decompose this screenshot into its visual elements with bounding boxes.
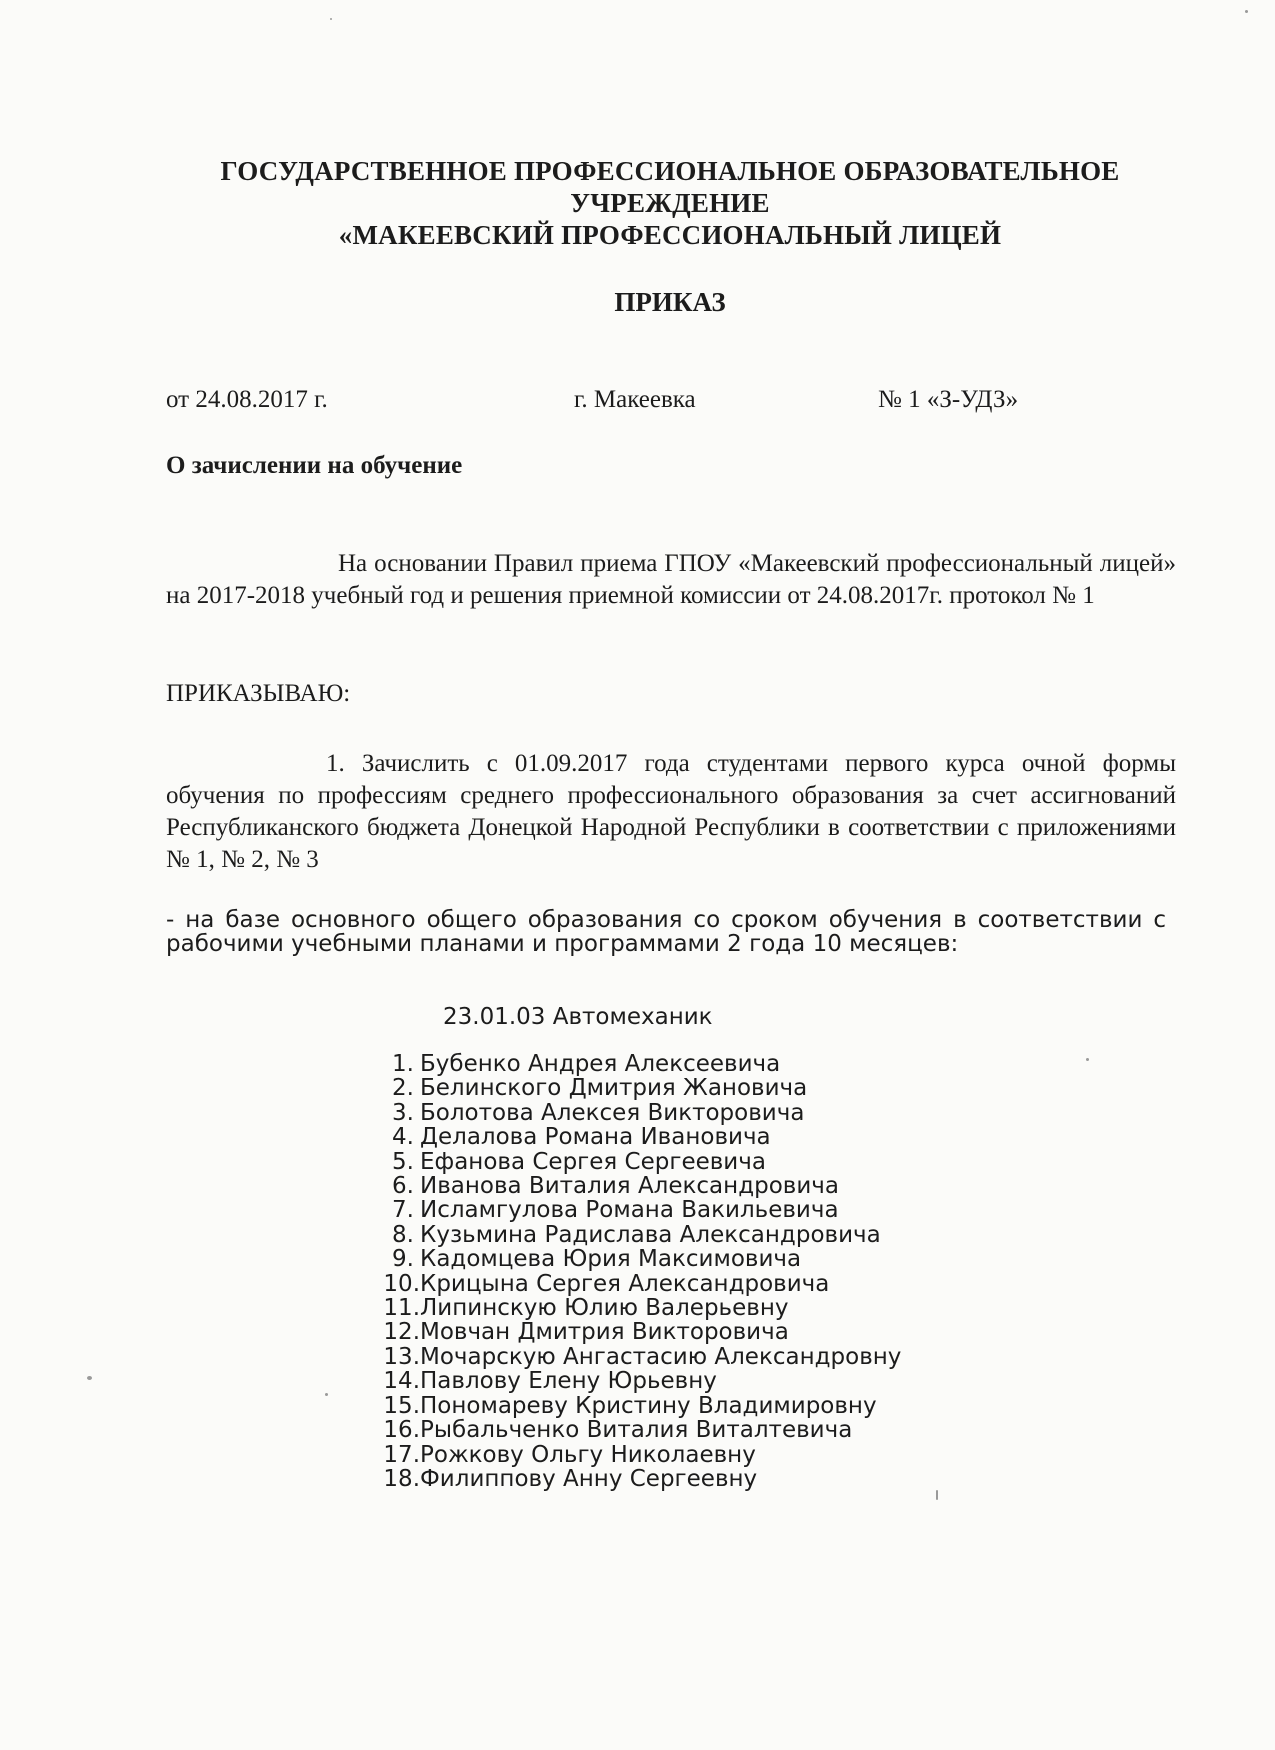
student-name: Рыбальченко Виталия Виталтевича <box>420 1417 853 1444</box>
student-list-item <box>380 1369 901 1393</box>
student-list-item <box>380 1052 901 1076</box>
student-name: Рожкову Ольгу Николаевну <box>420 1441 756 1468</box>
student-list-item <box>380 1174 901 1198</box>
student-list-item <box>380 1467 901 1491</box>
student-list-item <box>380 1150 901 1174</box>
student-list-item <box>380 1296 901 1320</box>
student-name: Исламгулова Романа Вакильевича <box>420 1197 839 1224</box>
item-number: 1. <box>326 750 345 777</box>
item-text: Зачислить с 01.09.2017 года студентами первого курса очной формы обучения по профессиям среднего профессионального образования за счет ассигнований Республиканского бюджета Донецкой Народной Республики в соответствии с приложениями № 1, № 2, № 3 <box>166 750 1177 873</box>
student-number: 6. <box>392 1173 414 1200</box>
student-number: 8. <box>392 1221 414 1248</box>
student-name: Белинского Дмитрия Жановича <box>420 1075 808 1102</box>
student-list-item <box>380 1418 901 1442</box>
student-name: Мочарскую Ангастасию Александровну <box>420 1343 902 1370</box>
institution-header <box>150 155 1190 251</box>
student-number: 15. <box>383 1392 420 1419</box>
student-name: Иванова Виталия Александровича <box>420 1173 839 1200</box>
student-number: 16. <box>383 1417 420 1444</box>
student-number: 13. <box>383 1343 420 1370</box>
student-name: Липинскую Юлию Валерьевну <box>420 1295 789 1322</box>
scan-speck <box>1245 10 1248 13</box>
student-name: Кузьмина Радислава Александровича <box>420 1221 881 1248</box>
student-number: 17. <box>383 1441 420 1468</box>
student-number: 14. <box>383 1368 420 1395</box>
student-list-item <box>380 1394 901 1418</box>
basis-text: основании Правил приема ГПОУ «Макеевский профессиональный лицей» на 2017-2018 учебный год и решения приемной комиссии от 24.08.2017г. протокол № 1 <box>166 550 1176 609</box>
basis-paragraph <box>166 548 1176 612</box>
student-name: Делалова Романа Ивановича <box>420 1124 771 1151</box>
student-name: Болотова Алексея Викторовича <box>420 1099 805 1126</box>
student-list-item <box>380 1272 901 1296</box>
student-name: Пономареву Кристину Владимировну <box>420 1392 877 1419</box>
order-verb: ПРИКАЗЫВАЮ: <box>166 680 351 707</box>
student-list-item <box>380 1101 901 1125</box>
scan-speck <box>330 18 332 20</box>
student-number: 7. <box>392 1197 414 1224</box>
order-item-1 <box>166 748 1176 876</box>
student-number: 18. <box>383 1465 420 1492</box>
student-list <box>380 1052 901 1491</box>
student-number: 5. <box>392 1148 414 1175</box>
student-number: 4. <box>392 1124 414 1151</box>
student-number: 9. <box>392 1246 414 1273</box>
student-name: Филиппову Анну Сергеевну <box>420 1465 758 1492</box>
student-number: 11. <box>383 1295 420 1322</box>
profession-title: 23.01.03 Автомеханик <box>443 1004 713 1030</box>
student-list-item <box>380 1125 901 1149</box>
order-date: от 24.08.2017 г. <box>166 386 328 413</box>
student-list-item <box>380 1320 901 1344</box>
student-name: Ефанова Сергея Сергеевича <box>420 1148 766 1175</box>
order-subject: О зачислении на обучение <box>166 452 463 479</box>
student-number: 3. <box>392 1099 414 1126</box>
scan-speck <box>325 1393 328 1396</box>
student-list-item <box>380 1345 901 1369</box>
header-line-3: «МАКЕЕВСКИЙ ПРОФЕССИОНАЛЬНЫЙ ЛИЦЕЙ <box>338 220 1002 250</box>
student-number: 10. <box>383 1270 420 1297</box>
document-title: ПРИКАЗ <box>614 287 726 317</box>
student-list-item <box>380 1443 901 1467</box>
student-name: Бубенко Андрея Алексеевича <box>420 1051 781 1077</box>
student-list-item <box>380 1076 901 1100</box>
student-name: Крицына Сергея Александровича <box>420 1270 830 1297</box>
order-number: № 1 «З-УДЗ» <box>878 386 1019 413</box>
basis-first-word: На <box>338 550 368 577</box>
student-number: 2. <box>392 1075 414 1102</box>
scan-speck <box>936 1490 938 1500</box>
student-name: Павлову Елену Юрьевну <box>420 1368 717 1395</box>
student-name: Мовчан Дмитрия Викторовича <box>420 1319 789 1346</box>
scan-speck <box>1086 1058 1089 1061</box>
student-list-item <box>380 1247 901 1271</box>
student-number: 12. <box>383 1319 420 1346</box>
student-number: 1. <box>392 1051 414 1077</box>
scan-speck <box>87 1376 92 1380</box>
education-basis: - на базе основного общего образования со сроком обучения в соответствии с рабочими учебными планами и программами 2 года 10 месяцев: <box>166 907 1166 957</box>
student-name: Кадомцева Юрия Максимовича <box>420 1246 802 1273</box>
order-city: г. Макеевка <box>574 386 696 413</box>
header-line-2: УЧРЕЖДЕНИЕ <box>570 188 770 218</box>
student-list-item <box>380 1198 901 1222</box>
header-line-1: ГОСУДАРСТВЕННОЕ ПРОФЕССИОНАЛЬНОЕ ОБРАЗОВАТЕЛЬНОЕ <box>220 156 1120 186</box>
student-list-item <box>380 1223 901 1247</box>
